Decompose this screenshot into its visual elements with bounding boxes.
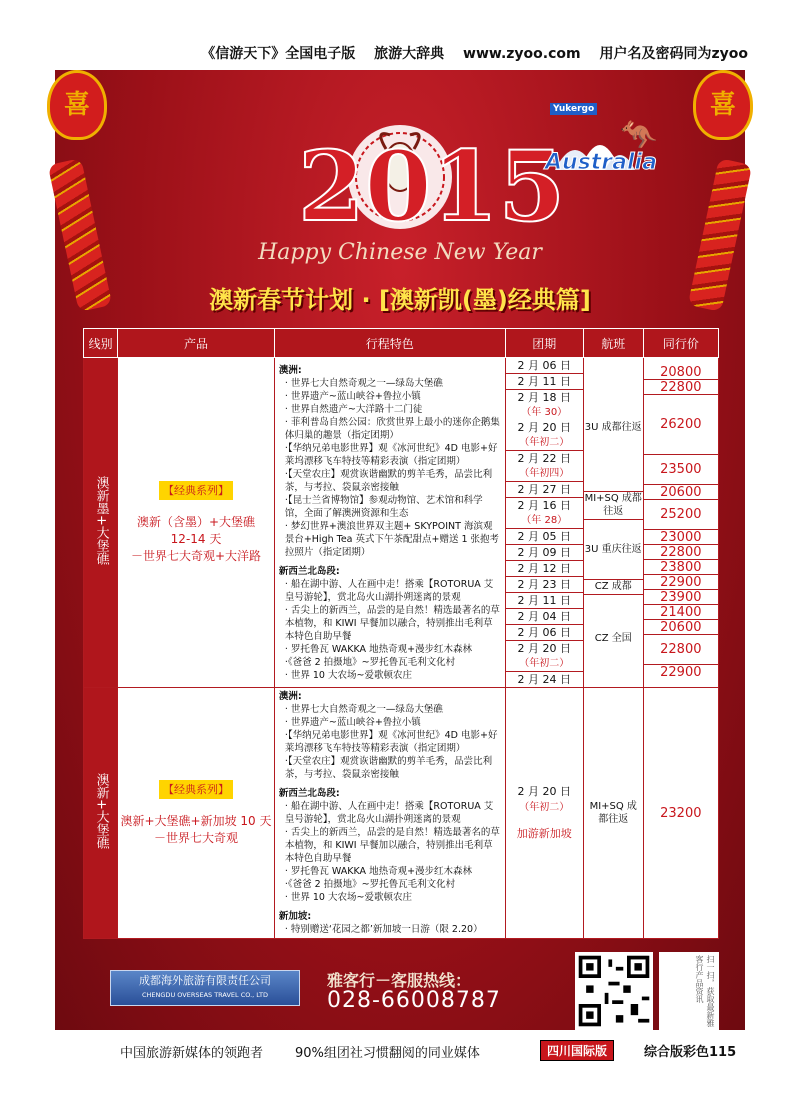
route-label: 澳新+大堡礁 <box>93 772 109 849</box>
price: 20800 <box>644 365 718 380</box>
tour-date-group <box>506 593 583 609</box>
tour-date-group <box>506 577 583 593</box>
feature-section: 新加坡: <box>278 911 312 922</box>
tour-date-group <box>506 609 583 625</box>
route-label: 澳新墨+大堡礁 <box>93 475 109 565</box>
feature-item: · 世界 10 大农场~爱歌顿农庄 <box>284 892 412 903</box>
header-flight: 航班 <box>583 329 643 358</box>
dates-cell <box>505 358 583 688</box>
price: 20600 <box>644 620 718 635</box>
poster <box>55 70 745 1030</box>
page-number: 综合版彩色115 <box>644 1045 737 1060</box>
feature-item: · 梦幻世界+澳浪世界双主题+ SKYPOINT 海滨观景台+High Tea 英式下午茶配甜点+赠送 1 张抱考拉照片（指定团期） <box>284 520 500 558</box>
tour-date-group <box>506 482 583 498</box>
page-title: 澳新春节计划 · [澳新凯(墨)经典篇] <box>209 286 591 314</box>
price: 22800 <box>644 380 718 395</box>
feature-item: · 特别赠送‘花园之都’新加坡一日游（限 2.20） <box>284 924 483 935</box>
header-dates: 团期 <box>505 329 583 358</box>
flights-cell <box>583 358 643 688</box>
feature-item: · 世界七大自然奇观之一—绿岛大堡礁 <box>284 704 443 715</box>
prices-cell <box>643 358 718 688</box>
tour-date: 2 月 24 日 <box>517 673 571 686</box>
website-link[interactable]: www.zyoo.com <box>463 46 581 62</box>
feature-section: 澳洲: <box>278 364 302 376</box>
travel-brand-logo: Yukergo <box>550 103 597 115</box>
product-duration: 12-14 天 <box>170 531 222 546</box>
dates-cell <box>505 688 583 939</box>
tour-date-group <box>506 672 583 687</box>
hotline-number[interactable]: 028-66008787 <box>327 988 501 1013</box>
feature-item: ·【天堂农庄】观赏诙谐幽默的剪羊毛秀，品尝比利茶，与考拉、袋鼠亲密接触 <box>284 468 493 493</box>
lantern-right-icon: 喜 <box>693 70 753 140</box>
feature-item: · 世界自然遗产~大洋路十二门徒 <box>284 403 423 415</box>
year-2015-logo <box>290 105 566 245</box>
tour-date: 2 月 06 日 <box>517 359 571 372</box>
qr-caption: 扫一扫，获取最新雅客行产品资讯 <box>659 952 719 1030</box>
feature-item: ·《爸爸 2 拍摄地》~罗托鲁瓦毛利文化村 <box>284 879 456 890</box>
tour-date-note: （年 28） <box>521 515 568 526</box>
price: 23500 <box>644 455 718 485</box>
feature-item: · 菲利普岛自然公园：欣赏世界上最小的迷你企鹅集体归巢的趣景（指定团期） <box>284 416 500 441</box>
year-text: 2015 <box>298 130 566 243</box>
greeting-text: Happy Chinese New Year <box>258 240 542 265</box>
tour-date-group <box>506 641 583 672</box>
price: 23800 <box>644 560 718 575</box>
company-name: 成都海外旅游有限责任公司 <box>139 974 271 987</box>
tour-date-note: （年初四） <box>519 468 570 479</box>
hotline-label: 雅客行－客服热线： <box>327 971 472 990</box>
price: 22900 <box>660 665 702 680</box>
table-row <box>84 358 719 688</box>
flight-info: MI+SQ 成都往返 <box>584 492 643 520</box>
feature-item: · 船在湖中游、人在画中走！搭乘【ROTORUA 艾皇号游轮】，赏北岛火山湖扑朔迷离的景观 <box>284 578 494 603</box>
header-features: 行程特色 <box>274 329 505 358</box>
price: 22800 <box>644 635 718 665</box>
header-price: 同行价 <box>643 329 718 358</box>
tour-date: 2 月 20 日 <box>517 421 571 434</box>
tour-date-group <box>506 625 583 641</box>
tour-date: 2 月 18 日 <box>517 391 571 404</box>
feature-item: · 舌尖上的新西兰，品尝的是自然！精选最著名的草本植物，和 KIWI 早餐加以融合，特别推出毛利草本特色自助早餐 <box>284 827 500 864</box>
feature-item: · 船在湖中游、人在画中走！搭乘【ROTORUA 艾皇号游轮】，赏北岛火山湖扑朔迷离的景观 <box>284 801 494 825</box>
flight-info: CZ 全国 <box>594 632 632 644</box>
features-cell <box>274 358 505 688</box>
tour-extra: 加游新加坡 <box>516 827 572 840</box>
feature-item: ·《爸爸 2 拍摄地》~罗托鲁瓦毛利文化村 <box>284 656 456 668</box>
series-badge: 【经典系列】 <box>159 481 233 500</box>
price: 20600 <box>644 485 718 500</box>
price: 23000 <box>644 530 718 545</box>
price: 25200 <box>644 500 718 530</box>
dictionary-label: 旅游大辞典 <box>374 46 445 62</box>
product-highlight: －世界七大奇观 <box>154 830 239 845</box>
qr-code-icon[interactable] <box>575 952 653 1030</box>
price: 21400 <box>644 605 718 620</box>
tour-date: 2 月 22 日 <box>517 452 571 465</box>
feature-item: · 罗托鲁瓦 WAKKA 地热奇观+漫步红木森林 <box>284 643 473 655</box>
feature-item: ·【昆士兰省博物馆】参观动物馆、艺术馆和科学馆，全面了解澳洲资源和生态 <box>284 494 483 519</box>
tour-date-group <box>506 561 583 577</box>
tour-date: 2 月 06 日 <box>517 626 571 639</box>
edition-badge: 四川国际版 <box>540 1040 614 1061</box>
price: 23900 <box>644 590 718 605</box>
price: 22800 <box>644 545 718 560</box>
flight-info: CZ 成都 <box>584 580 643 595</box>
tour-date: 2 月 12 日 <box>517 562 571 575</box>
footer-slogan-1: 中国旅游新媒体的领跑者 <box>120 1046 264 1061</box>
feature-section: 新西兰北岛段: <box>278 788 340 799</box>
tour-date: 2 月 11 日 <box>517 594 571 607</box>
tour-date: 2 月 20 日 <box>517 785 571 798</box>
feature-item: · 世界 10 大农场~爱歌顿农庄 <box>284 669 412 681</box>
price: 22900 <box>644 575 718 590</box>
tour-date: 2 月 27 日 <box>517 483 571 496</box>
footer-slogan-2: 90%组团社习惯翻阅的同业媒体 <box>295 1046 480 1061</box>
tour-date: 2 月 11 日 <box>517 375 571 388</box>
company-logo <box>110 970 300 1006</box>
price: 26200 <box>644 395 718 455</box>
tour-date: 2 月 09 日 <box>517 546 571 559</box>
feature-item: · 世界七大自然奇观之一—绿岛大堡礁 <box>284 377 443 389</box>
tour-date: 2 月 23 日 <box>517 578 571 591</box>
price: 23200 <box>643 688 718 939</box>
product-cell <box>118 358 275 688</box>
header-line: 线别 <box>84 329 118 358</box>
tour-date-group <box>506 498 583 529</box>
feature-section: 新西兰北岛段: <box>278 565 340 577</box>
tour-date: 2 月 20 日 <box>517 642 571 655</box>
feature-item: ·【华纳兄弟电影世界】观《冰河世纪》4D 电影+好莱坞漂移飞车特技等精彩表演（指定团期） <box>284 730 498 754</box>
table-row <box>84 688 719 939</box>
tour-date-group <box>506 390 583 451</box>
flight-info: 3U 重庆往返 <box>584 520 643 580</box>
tour-date-group <box>506 451 583 482</box>
kangaroo-icon: 🦘 <box>620 118 658 153</box>
feature-item: · 世界遗产~蓝山峡谷+鲁拉小镇 <box>284 390 421 402</box>
feature-item: · 世界遗产~蓝山峡谷+鲁拉小镇 <box>284 717 421 728</box>
feature-item: ·【华纳兄弟电影世界】观《冰河世纪》4D 电影+好莱坞漂移飞车特技等精彩表演（指定团期） <box>284 442 498 467</box>
tour-date: 2 月 16 日 <box>517 499 571 512</box>
features-cell <box>274 688 505 939</box>
footer <box>0 1038 800 1064</box>
tour-date-note: （年初二） <box>519 802 570 813</box>
tour-date-note: （年 30） <box>521 407 568 418</box>
lantern-left-icon: 喜 <box>47 70 107 140</box>
australia-label: Australia <box>545 150 657 175</box>
product-highlight: －世界七大奇观+大洋路 <box>130 548 262 563</box>
header-product: 产品 <box>118 329 275 358</box>
flight-info: 3U 成都往返 <box>584 364 643 492</box>
product-name: 澳新+大堡礁+新加坡 10 天 <box>120 813 272 828</box>
top-banner <box>0 38 800 70</box>
product-name: 澳新（含墨）+大堡礁 <box>136 514 256 529</box>
login-hint: 用户名及密码同为zyoo <box>599 46 748 62</box>
tour-date-note: （年初二） <box>519 437 570 448</box>
route-name <box>84 688 118 939</box>
tour-date: 2 月 04 日 <box>517 610 571 623</box>
tour-date-group <box>506 545 583 561</box>
tour-date-group <box>506 529 583 545</box>
feature-item: · 罗托鲁瓦 WAKKA 地热奇观+漫步红木森林 <box>284 866 473 877</box>
feature-item: · 舌尖上的新西兰，品尝的是自然！精选最著名的草本植物，和 KIWI 早餐加以融合，特别推出毛利草本特色自助早餐 <box>284 604 500 642</box>
tour-date: 2 月 05 日 <box>517 530 571 543</box>
company-name-en: CHENGDU OVERSEAS TRAVEL CO., LTD <box>142 991 268 999</box>
table-header-row <box>84 329 719 358</box>
route-name <box>84 358 118 688</box>
product-cell <box>118 688 275 939</box>
magazine-name: 《信游天下》全国电子版 <box>201 46 356 62</box>
series-badge: 【经典系列】 <box>159 780 233 799</box>
feature-section: 澳洲: <box>278 691 302 702</box>
tour-date-group <box>506 374 583 390</box>
tour-date-note: （年初二） <box>519 658 570 669</box>
itinerary-table <box>83 328 719 939</box>
flight-cell: MI+SQ 成都往返 <box>583 688 643 939</box>
feature-item: ·【天堂农庄】观赏诙谐幽默的剪羊毛秀，品尝比利茶，与考拉、袋鼠亲密接触 <box>284 756 493 780</box>
tour-date-group <box>506 358 583 374</box>
